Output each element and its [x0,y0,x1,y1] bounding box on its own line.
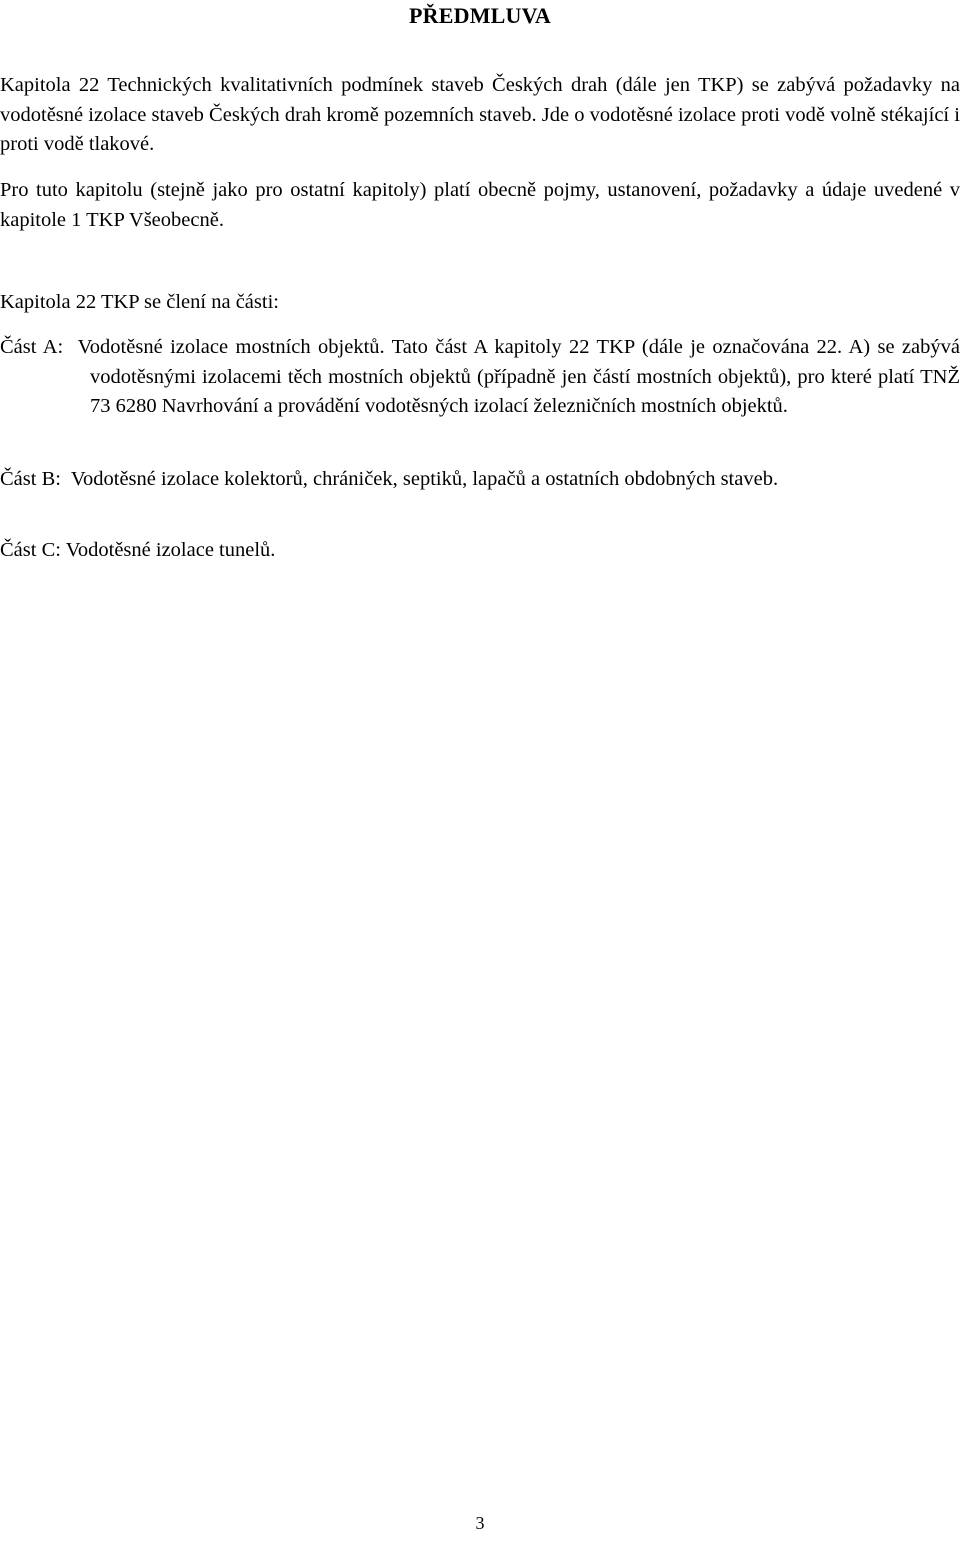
part-a-text [0,333,960,422]
part-c-label: Část C: [0,539,61,561]
part-b-label: Část B: [0,468,61,490]
part-a-description: Vodotěsné izolace mostních objektů. Tato část A kapitoly 22 TKP (dále je označována 22. A) se zabývá vodotěsnými izolacemi těch mostních objektů (případně jen částí mostních objektů), pro které platí TNŽ 73 6280 Navrhování a provádění vodotěsných izolací železničních mostních objektů. [77,336,960,417]
intro-paragraph: Kapitola 22 Technických kvalitativních podmínek staveb Českých drah (dále jen TKP) se zabývá požadavky na vodotěsné izolace staveb Českých drah kromě pozemních staveb. Jde o vodotěsné izolace proti vodě volně stékající i proti vodě tlakové. [0,74,960,155]
part-b-text [0,465,960,495]
part-b-item [0,465,960,495]
part-c-item [0,536,960,566]
page-number: 3 [475,1513,485,1533]
scope-paragraph: Pro tuto kapitolu (stejně jako pro ostatní kapitoly) platí obecně pojmy, ustanovení, požadavky a údaje uvedené v kapitole 1 TKP Všeobecně. [0,179,960,231]
page-title: PŘEDMLUVA [409,3,551,28]
part-c-text [0,536,960,566]
part-c-description: Vodotěsné izolace tunelů. [65,539,276,561]
parts-intro-paragraph: Kapitola 22 TKP se člení na části: [0,291,279,313]
part-a-item [0,333,960,422]
part-b-description: Vodotěsné izolace kolektorů, chrániček, septiků, lapačů a ostatních obdobných staveb. [70,468,779,490]
part-a-label: Část A: [0,336,64,358]
